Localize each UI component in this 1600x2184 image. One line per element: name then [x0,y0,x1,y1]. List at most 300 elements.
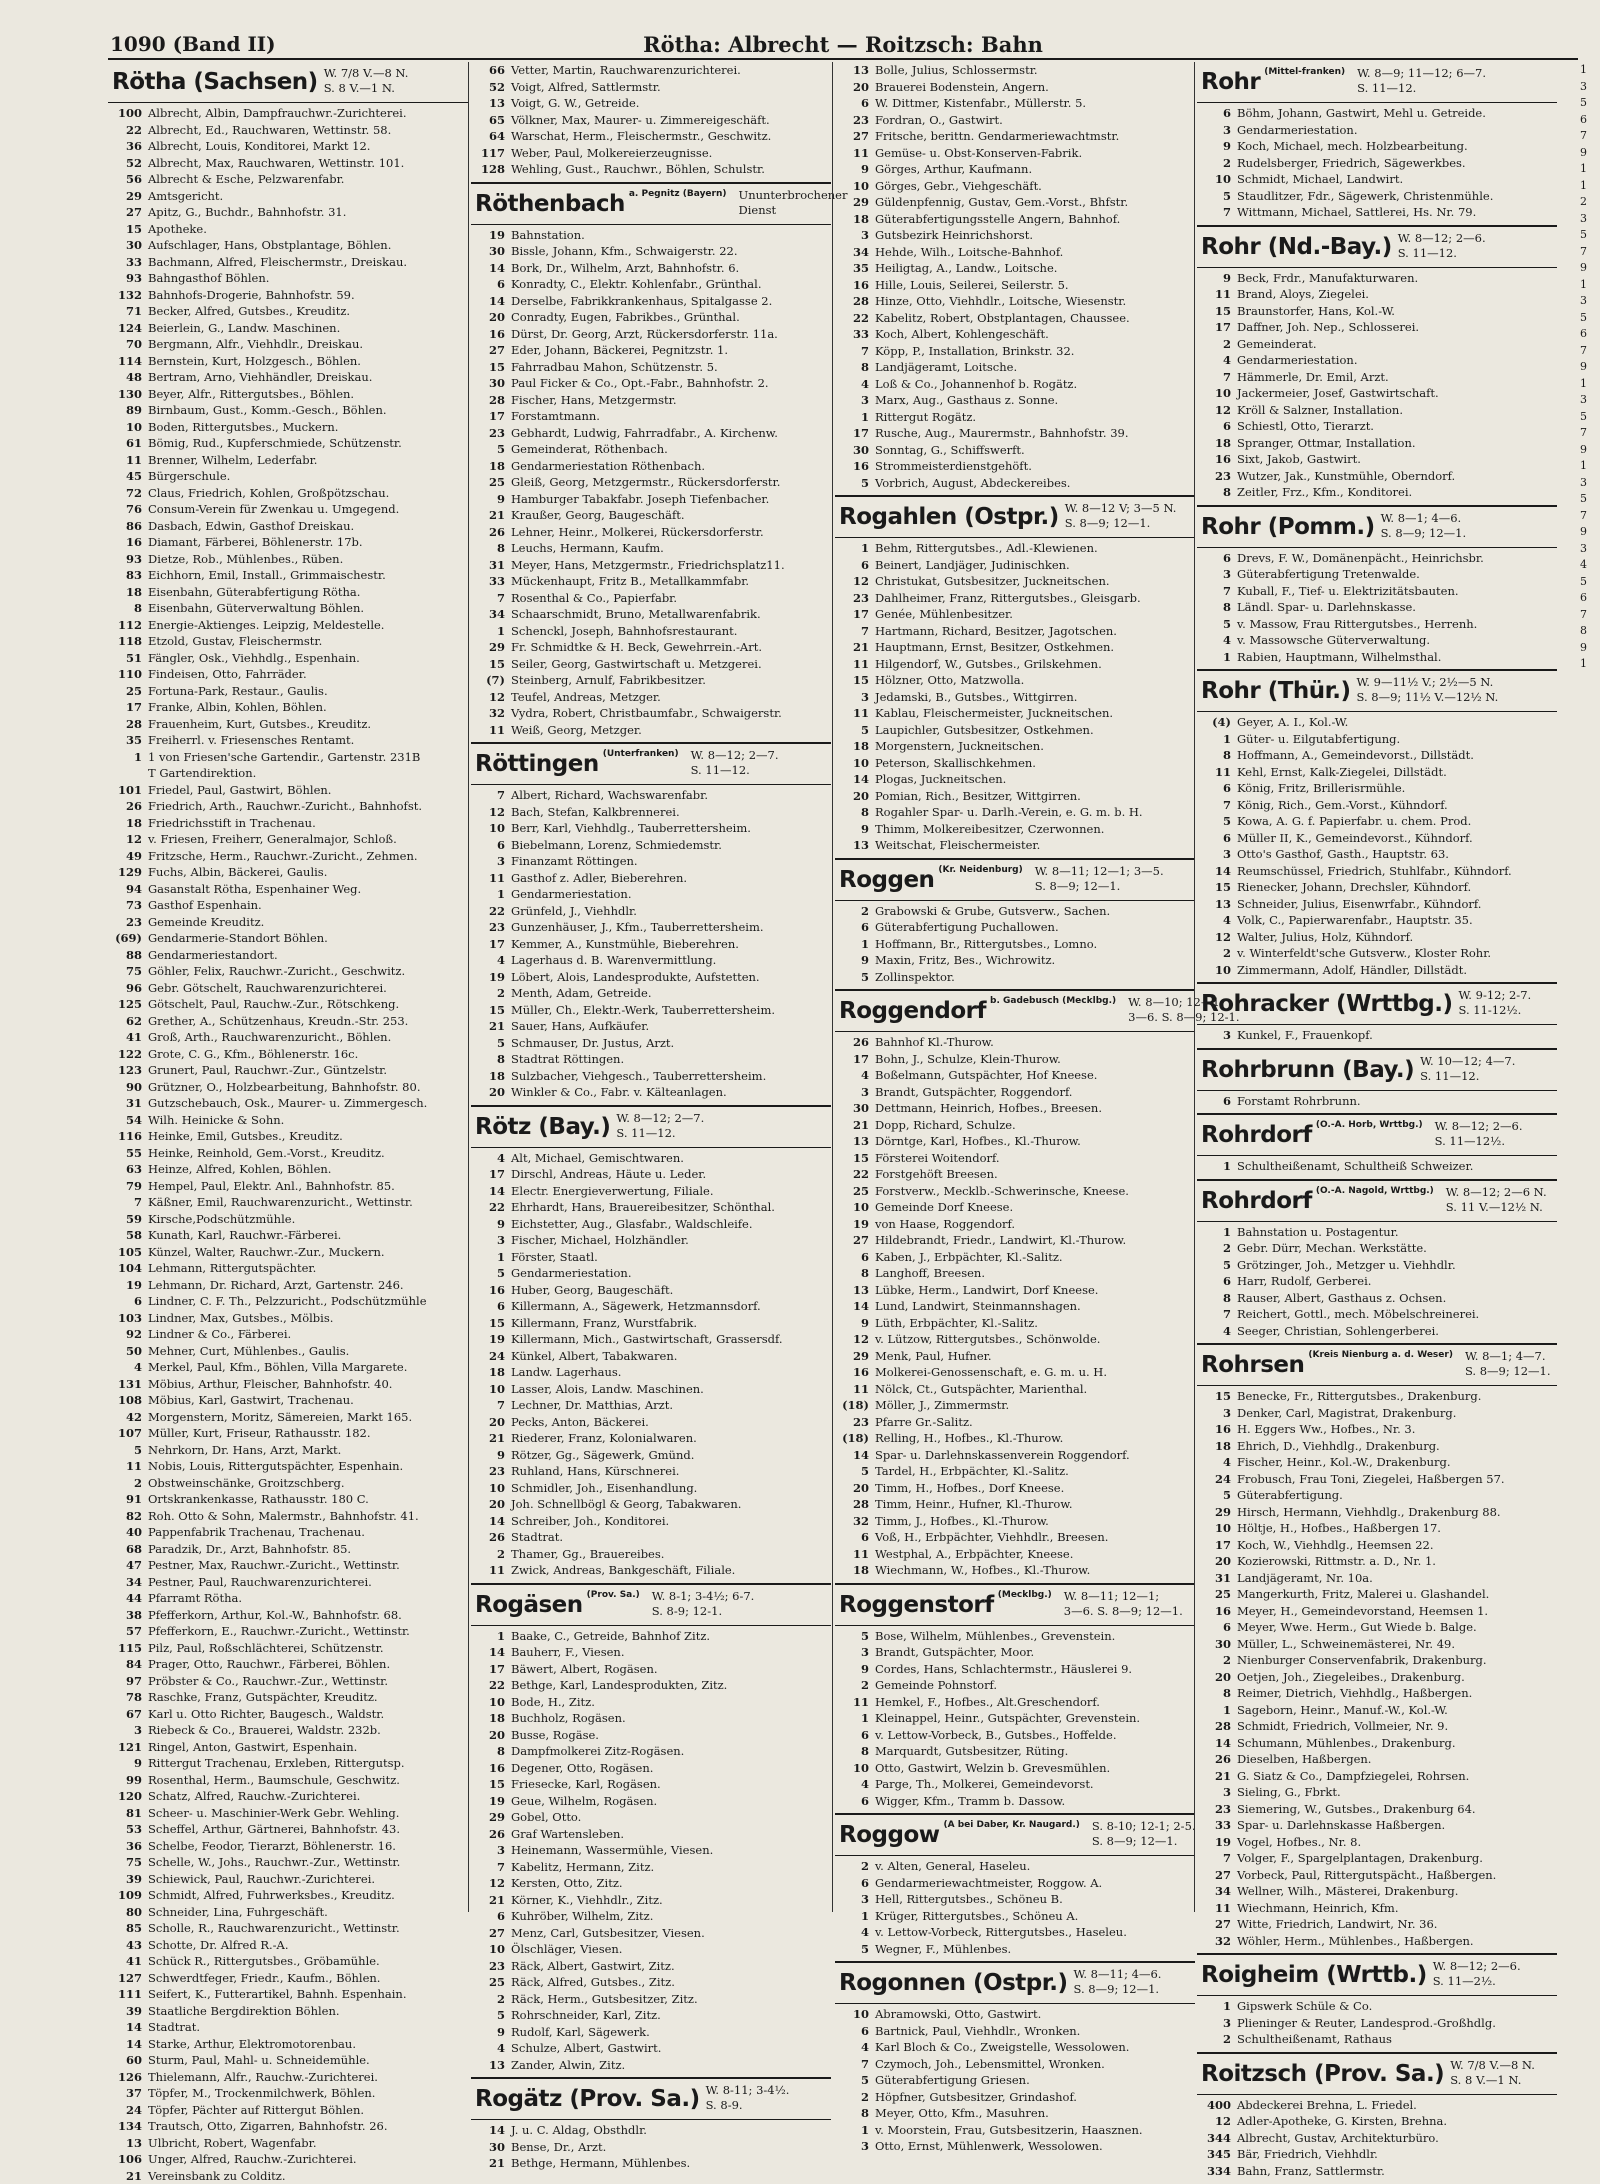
subscriber-entry: Kemmer, A., Kunstmühle, Bieberehren. [511,936,739,953]
list-item [835,2039,1195,2056]
subscriber-entry: Adler-Apotheke, G. Kirsten, Brehna. [1237,2113,1447,2130]
subscriber-entry: Hehde, Wilh., Loitsche-Bahnhof. [875,244,1063,261]
subscriber-number: 56 [108,171,148,188]
list-item [108,1590,468,1607]
subscriber-number: 2 [471,1546,511,1563]
subscriber-entry: Gasthof z. Adler, Bieberehren. [511,870,687,887]
subscriber-number: 27 [471,342,511,359]
subscriber-entry: Bach, Stefan, Kalkbrennerei. [511,804,680,821]
subscriber-entry: Zwick, Andreas, Bankgeschäft, Filiale. [511,1562,735,1579]
list-item [108,1640,468,1657]
subscriber-number: 27 [1197,1867,1237,1884]
subscriber-number: 13 [108,2135,148,2152]
subscriber-number: 17 [1197,1537,1237,1554]
list-item [1197,912,1557,929]
subscriber-entry: Daffner, Joh. Nep., Schlosserei. [1237,319,1419,336]
subscriber-number: 25 [1197,1586,1237,1603]
list-item [1197,879,1557,896]
subscriber-entry: Fortuna-Park, Restaur., Gaulis. [148,683,328,700]
subscriber-entry: Huber, Georg, Baugeschäft. [511,1282,673,1299]
subscriber-entry: Bernstein, Kurt, Holzgesch., Böhlen. [148,353,361,370]
subscriber-entry: Hoffmann, A., Gemeindevorst., Dillstädt. [1237,747,1474,764]
subscriber-entry: Voß, H., Erbpächter, Viehhdlr., Breesen. [875,1529,1108,1546]
subscriber-entry: Gendarmeriestation. [511,1265,631,1282]
subscriber-entry: Güterabfertigung Tretenwalde. [1237,566,1420,583]
subscriber-entry: Molkerei-Genossenschaft, e. G. m. u. H. [875,1364,1107,1381]
list-item [471,1809,831,1826]
subscriber-number: 25 [471,474,511,491]
list-item [471,1546,831,1563]
subscriber-entry: Killermann, Mich., Gastwirtschaft, Grassersdf. [511,1331,783,1348]
list-item [108,221,468,238]
list-item [108,336,468,353]
list-item [471,540,831,557]
list-item [471,1265,831,1282]
subscriber-number: 3 [471,1232,511,1249]
list-item [835,573,1195,590]
subscriber-entry: Brauerei Bodenstein, Angern. [875,79,1049,96]
subscriber-entry: Zeitler, Frz., Kfm., Konditorei. [1237,484,1412,501]
list-item [471,969,831,986]
list-item [471,623,831,640]
subscriber-entry: v. Friesen, Freiherr, Generalmajor, Schloß. [148,831,397,848]
list-item [1197,929,1557,946]
subscriber-number: 11 [835,656,875,673]
subscriber-number: 63 [108,1161,148,1178]
place-name: Roggendorf [839,993,986,1029]
subscriber-number: 20 [471,1496,511,1513]
subscriber-number: 83 [108,567,148,584]
list-item [835,359,1195,376]
list-item [835,1381,1195,1398]
service-hours [1035,862,1164,894]
list-item [835,1529,1195,1546]
subscriber-number: 21 [835,1117,875,1134]
place-name: Rogahlen (Ostpr.) [839,499,1059,535]
list-item [835,310,1195,327]
list-item [108,815,468,832]
subscriber-entry: Menk, Paul, Hufner. [875,1348,992,1365]
list-item [471,573,831,590]
list-item [471,1496,831,1513]
subscriber-entry: Pecks, Anton, Bäckerei. [511,1414,649,1431]
place-region: (Kr. Neidenburg) [938,865,1022,875]
subscriber-number: (7) [471,672,511,689]
list-item [1197,270,1557,287]
subscriber-number: 10 [471,1694,511,1711]
subscriber-number: 2 [1197,1652,1237,1669]
subscriber-number: 6 [835,557,875,574]
list-item [835,1793,1195,1810]
subscriber-number: 3 [1197,2015,1237,2032]
subscriber-number: 90 [108,1079,148,1096]
list-item [1197,616,1557,633]
list-item [108,353,468,370]
subscriber-number: 9 [471,1216,511,1233]
subscriber-number: 1 [471,623,511,640]
list-item [471,145,831,162]
subscriber-entry: Körner, K., Viehhdlr., Zitz. [511,1892,663,1909]
subscriber-number: 17 [471,1166,511,1183]
subscriber-entry: T Gartendirektion. [148,765,256,782]
subscriber-entry: Görges, Arthur, Kaufmann. [875,161,1032,178]
subscriber-entry: Forstamt Rohrbrunn. [1237,1093,1361,1110]
list-item [835,95,1195,112]
list-item [108,2085,468,2102]
subscriber-entry: Derselbe, Fabrikkrankenhaus, Spitalgasse 2. [511,293,772,310]
subscriber-entry: Bethge, Hermann, Mühlenbes. [511,2155,690,2172]
subscriber-number: 29 [835,194,875,211]
subscriber-entry: Kehl, Ernst, Kalk-Ziegelei, Dillstädt. [1237,764,1447,781]
subscriber-number: 4 [835,1924,875,1941]
subscriber-number: 6 [835,1727,875,1744]
subscriber-number: 29 [835,1348,875,1365]
subscriber-entry: Schmidt, Alfred, Fuhrwerksbes., Kreuditz. [148,1887,395,1904]
subscriber-entry: Dampfmolkerei Zitz-Rogäsen. [511,1743,684,1760]
subscriber-number: 10 [835,1199,875,1216]
subscriber-number: 11 [1197,286,1237,303]
subscriber-number: 37 [108,2085,148,2102]
list-item [835,2105,1195,2122]
subscriber-number: 10 [1197,1520,1237,1537]
subscriber-entry: Lehmann, Rittergutspächter. [148,1260,316,1277]
subscriber-number: 5 [471,441,511,458]
subscriber-entry: Geue, Wilhelm, Rogäsen. [511,1793,657,1810]
subscriber-entry: Völkner, Max, Maurer- u. Zimmereigeschäft. [511,112,770,129]
list-item [471,375,831,392]
subscriber-number: 68 [108,1541,148,1558]
subscriber-entry: Lagerhaus d. B. Warenvermittlung. [511,952,716,969]
subscriber-number: 3 [1197,1405,1237,1422]
subscriber-number: 16 [1197,451,1237,468]
subscriber-number: 76 [108,501,148,518]
subscriber-entry: Kleinappel, Heinr., Gutspächter, Grevenstein. [875,1710,1140,1727]
subscriber-entry: Reichert, Gottl., mech. Möbelschreinerei. [1237,1306,1479,1323]
subscriber-number: 17 [108,699,148,716]
subscriber-number: 124 [108,320,148,337]
page-header [108,32,1578,60]
subscriber-number: 23 [471,425,511,442]
subscriber-entry: Gobel, Otto. [511,1809,581,1826]
subscriber-number: 64 [471,128,511,145]
page-running-title: Rötha: Albrecht — Roitzsch: Bahn [108,32,1578,57]
list-item [108,1772,468,1789]
subscriber-entry: Bahnstation. [511,227,585,244]
directory-section [471,742,831,1101]
place-name: Rohr (Thür.) [1201,673,1351,709]
list-item [471,639,831,656]
subscriber-entry: Hölzner, Otto, Matzwolla. [875,672,1024,689]
subscriber-number: 94 [108,881,148,898]
list-item [108,435,468,452]
subscriber-entry: Diamant, Färberei, Böhlenerstr. 17b. [148,534,363,551]
list-item [471,392,831,409]
subscriber-entry: Groß, Arth., Rauchwarenzuricht., Böhlen. [148,1029,391,1046]
subscriber-number: 26 [471,524,511,541]
subscriber-entry: Fr. Schmidtke & H. Beck, Gewehrrein.-Art. [511,639,762,656]
list-item [835,689,1195,706]
list-item [835,1331,1195,1348]
subscriber-entry: Schulze, Albert, Gastwirt. [511,2040,661,2057]
subscriber-entry: Bork, Dr., Wilhelm, Arzt, Bahnhofstr. 6. [511,260,739,277]
subscriber-entry: Gutzschebauch, Osk., Maurer- u. Zimmergesch. [148,1095,427,1112]
list-item [1197,1438,1557,1455]
list-item [1197,714,1557,731]
subscriber-entry: Güterabfertigungsstelle Angern, Bahnhof. [875,211,1120,228]
list-item [471,672,831,689]
subscriber-number: 13 [471,2057,511,2074]
list-item [108,1854,468,1871]
subscriber-number: 12 [108,831,148,848]
list-item [108,254,468,271]
subscriber-entry: Kablau, Fleischermeister, Juckneitschen. [875,705,1113,722]
list-item [835,1891,1195,1908]
service-hours-line: 3—6. S. 8—9; 12-1. [1128,1010,1239,1025]
subscriber-number: 30 [471,243,511,260]
list-item [471,342,831,359]
subscriber-number: 14 [835,1447,875,1464]
subscriber-entry: Pomian, Rich., Besitzer, Wittgirren. [875,788,1081,805]
subscriber-number: 13 [835,837,875,854]
subscriber-number: 134 [108,2118,148,2135]
subscriber-number [108,765,148,782]
list-item [835,2072,1195,2089]
subscriber-entry: Geyer, A. I., Kol.-W. [1237,714,1348,731]
list-item [835,392,1195,409]
list-item [835,409,1195,426]
subscriber-entry: Gendarmeriewachtmeister, Roggow. A. [875,1875,1102,1892]
subscriber-entry: Kraußer, Georg, Baugeschäft. [511,507,685,524]
subscriber-number: 4 [835,1776,875,1793]
list-item [1197,402,1557,419]
list-item [471,1183,831,1200]
subscriber-number: 8 [835,2105,875,2122]
subscriber-number: 118 [108,633,148,650]
subscriber-entry: Meyer, H., Gemeindevorstand, Heemsen 1. [1237,1603,1488,1620]
list-item [1197,1768,1557,1785]
edge-number: 7 [1580,343,1600,360]
subscriber-entry: Aufschlager, Hans, Obstplantage, Böhlen. [148,237,391,254]
subscriber-number: 85 [108,1920,148,1937]
subscriber-entry: Hildebrandt, Friedr., Landwirt, Kl.-Thurow. [875,1232,1126,1249]
subscriber-entry: Riebeck & Co., Brauerei, Waldstr. 232b. [148,1722,381,1739]
list-item [471,837,831,854]
subscriber-number: 47 [108,1557,148,1574]
directory-section [1197,2052,1557,2180]
place-name: Rohrdorf [1201,1183,1312,1219]
list-item [1197,418,1557,435]
list-item [108,1442,468,1459]
subscriber-number: 12 [835,1331,875,1348]
list-item [835,1133,1195,1150]
subscriber-entry: Beinert, Landjäger, Judinischken. [875,557,1070,574]
subscriber-entry: Raschke, Franz, Gutspächter, Kreuditz. [148,1689,378,1706]
subscriber-entry: Eisenbahn, Güterabfertigung Rötha. [148,584,360,601]
subscriber-entry: Bertram, Arno, Viehhändler, Dreiskau. [148,369,372,386]
list-item [108,1293,468,1310]
subscriber-entry: Beck, Frdr., Manufakturwaren. [1237,270,1418,287]
list-item [471,161,831,178]
list-item [1197,1553,1557,1570]
subscriber-number: 19 [1197,1834,1237,1851]
subscriber-entry: Gendarmeriestation. [1237,122,1357,139]
list-item [108,1838,468,1855]
subscriber-entry: Grötzinger, Joh., Metzger u. Viehhdlr. [1237,1257,1456,1274]
list-item [835,227,1195,244]
list-item [108,1656,468,1673]
subscriber-entry: Leuchs, Hermann, Kaufm. [511,540,664,557]
edge-number: 3 [1580,541,1600,558]
subscriber-number: 6 [835,919,875,936]
subscriber-entry: Spar- u. Darlehnskassenverein Roggendorf. [875,1447,1130,1464]
list-item [1197,1900,1557,1917]
list-item [108,138,468,155]
list-item [471,1892,831,1909]
subscriber-number: 2 [1197,155,1237,172]
service-hours [1420,1052,1515,1084]
place-region: (Kreis Nienburg a. d. Weser) [1308,1350,1453,1360]
directory-section [471,1105,831,1579]
subscriber-number: 9 [1197,270,1237,287]
list-item [1197,1273,1557,1290]
subscriber-entry: Volk, C., Papierwarenfabr., Hauptstr. 35. [1237,912,1473,929]
subscriber-entry: Böhm, Johann, Gastwirt, Mehl u. Getreide. [1237,105,1486,122]
place-region: (A bei Daber, Kr. Naugard.) [944,1820,1080,1830]
subscriber-entry: Rosenthal & Co., Papierfabr. [511,590,677,607]
subscriber-number: 1 [1197,1224,1237,1241]
list-item [1197,352,1557,369]
subscriber-number: 4 [471,1150,511,1167]
list-item [471,985,831,1002]
section-heading [1197,1048,1557,1091]
list-item [108,369,468,386]
subscriber-number: 2 [835,2089,875,2106]
subscriber-entry: Bauherr, F., Viesen. [511,1644,624,1661]
subscriber-entry: Freiherrl. v. Friesensches Rentamt. [148,732,354,749]
subscriber-number: 3 [835,1891,875,1908]
subscriber-entry: Schiestl, Otto, Tierarzt. [1237,418,1374,435]
subscriber-number: 79 [108,1178,148,1195]
subscriber-entry: Hemkel, F., Hofbes., Alt.Greschendorf. [875,1694,1100,1711]
service-hours [1064,1587,1183,1619]
subscriber-number: 30 [835,1100,875,1117]
list-item [108,1260,468,1277]
subscriber-number: 55 [108,1145,148,1162]
subscriber-entry: Graf Wartensleben. [511,1826,624,1843]
list-item [471,260,831,277]
subscriber-number: 32 [835,1513,875,1530]
subscriber-entry: Scheer- u. Maschinier-Werk Gebr. Wehling. [148,1805,399,1822]
directory-section [1197,1179,1557,1340]
subscriber-entry: Jedamski, B., Gutsbes., Wittgirren. [875,689,1077,706]
list-item [835,1034,1195,1051]
subscriber-number: 7 [1197,369,1237,386]
list-item [108,1029,468,1046]
subscriber-entry: Vorbrich, August, Abdeckereibes. [875,475,1070,492]
subscriber-entry: Timm, H., Hofbes., Dorf Kneese. [875,1480,1064,1497]
subscriber-number: 6 [835,1249,875,1266]
subscriber-number: (4) [1197,714,1237,731]
service-hours-line: W. 8—1; 4—6. [1381,511,1467,526]
list-item [471,128,831,145]
subscriber-entry: Künkel, Albert, Tabakwaren. [511,1348,677,1365]
list-item [1197,1570,1557,1587]
service-hours [1398,229,1486,261]
subscriber-entry: Pestner, Max, Rauchwr.-Zuricht., Wettinstr. [148,1557,400,1574]
subscriber-entry: Förster, Staatl. [511,1249,598,1266]
subscriber-entry: Sageborn, Heinr., Manuf.-W., Kol.-W. [1237,1702,1448,1719]
list-item [835,112,1195,129]
subscriber-entry: Heinemann, Wassermühle, Viesen. [511,1842,713,1859]
subscriber-number: 4 [835,376,875,393]
subscriber-entry: Försterei Woitendorf. [875,1150,1000,1167]
subscriber-entry: Consum-Verein für Zwenkau u. Umgegend. [148,501,399,518]
list-item [471,2155,831,2172]
subscriber-number: 109 [108,1887,148,1904]
subscriber-entry: Spranger, Ottmar, Installation. [1237,435,1416,452]
subscriber-entry: Gemeinderat. [1237,336,1317,353]
list-item [835,79,1195,96]
subscriber-number: 116 [108,1128,148,1145]
list-item [108,1425,468,1442]
list-item [471,441,831,458]
subscriber-number: 10 [471,820,511,837]
list-item [108,452,468,469]
subscriber-entry: Koch, Michael, mech. Holzbearbeitung. [1237,138,1468,155]
edge-number: 3 [1580,475,1600,492]
subscriber-entry: Killermann, Franz, Wurstfabrik. [511,1315,697,1332]
directory-section [1197,982,1557,1044]
service-hours-line: W. 8—12; 2—6. [1435,1119,1523,1134]
list-item [1197,435,1557,452]
subscriber-entry: Käßner, Emil, Rauchwarenzuricht., Wettinstr. [148,1194,413,1211]
place-name: Rötha (Sachsen) [112,64,318,100]
subscriber-entry: Rauser, Albert, Gasthaus z. Ochsen. [1237,1290,1446,1307]
subscriber-number: 20 [835,788,875,805]
subscriber-entry: Lübke, Herm., Landwirt, Dorf Kneese. [875,1282,1098,1299]
service-hours-line: 3—6. S. 8—9; 12—1. [1064,1604,1183,1619]
list-item [1197,303,1557,320]
subscriber-entry: Starke, Arthur, Elektromotorenbau. [148,2036,356,2053]
subscriber-entry: Kunath, Karl, Rauchwr.-Färberei. [148,1227,341,1244]
subscriber-number: 8 [1197,747,1237,764]
subscriber-number: 35 [835,260,875,277]
place-name: Röttingen [475,746,599,782]
place-name: Roitzsch (Prov. Sa.) [1201,2056,1444,2092]
subscriber-number: 14 [835,771,875,788]
subscriber-number: 25 [835,1183,875,1200]
subscriber-entry: Obstweinschänke, Groitzschberg. [148,1475,345,1492]
subscriber-number: 111 [108,1986,148,2003]
list-item [108,1920,468,1937]
subscriber-number: 5 [1197,1487,1237,1504]
subscriber-entry: Grether, A., Schützenhaus, Kreudn.-Str. 253. [148,1013,408,1030]
list-item [1197,1636,1557,1653]
subscriber-entry: Kabelitz, Robert, Obstplantagen, Chaussee. [875,310,1130,327]
subscriber-entry: Dasbach, Edwin, Gasthof Dreiskau. [148,518,354,535]
list-item [108,287,468,304]
edge-number: 9 [1580,442,1600,459]
subscriber-number: 18 [471,458,511,475]
subscriber-number: 5 [835,1463,875,1480]
subscriber-number: 7 [471,787,511,804]
list-item [835,606,1195,623]
subscriber-number: 17 [471,1661,511,1678]
subscriber-number: 6 [1197,830,1237,847]
subscriber-entry: Schmidt, Friedrich, Vollmeier, Nr. 9. [1237,1718,1448,1735]
subscriber-number: 6 [108,1293,148,1310]
list-item [108,617,468,634]
